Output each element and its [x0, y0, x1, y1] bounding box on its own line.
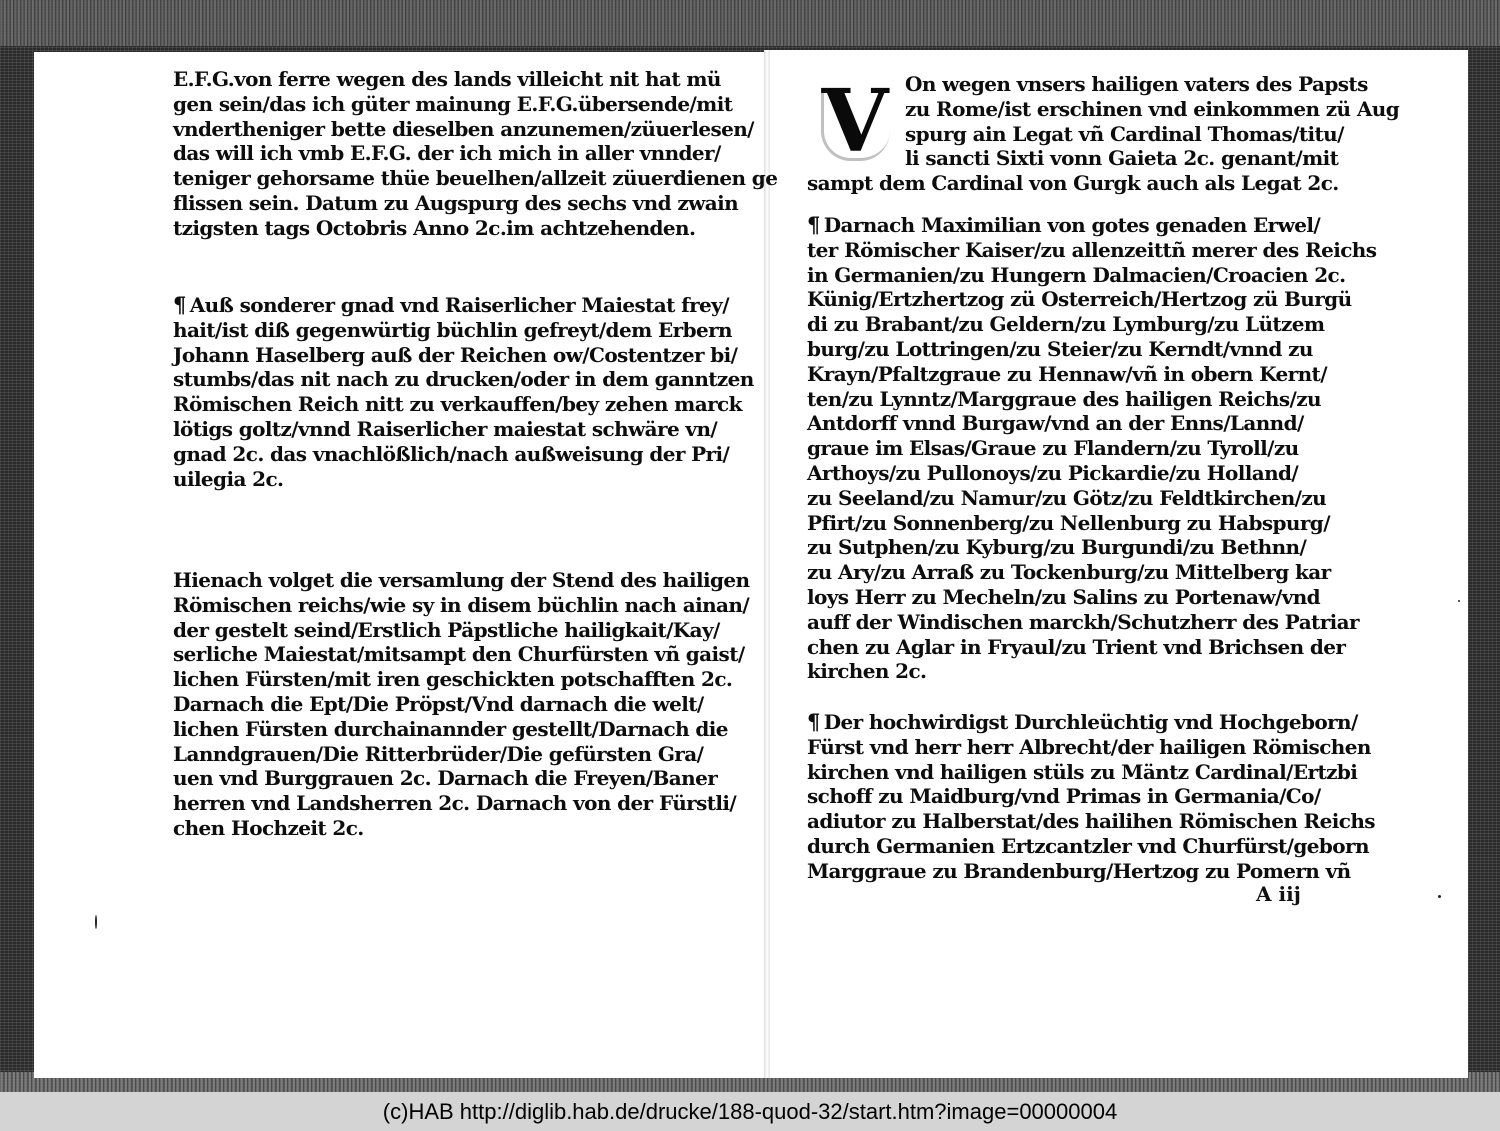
text-line: sampt dem Cardinal von Gurgk auch als Legat 2c. [807, 171, 1339, 195]
text-line: di zu Brabant/zu Geldern/zu Lymburg/zu Lützem [807, 312, 1325, 337]
text-line-content: Auß sonderer gnad vnd Raiserlicher Maiestat frey/ [189, 293, 729, 317]
text-line: On wegen vnsers hailigen vaters des Papsts [905, 72, 1368, 96]
text-line [807, 710, 1375, 735]
text-line-content: Darnach Maximilian von gotes genaden Erwel/ [823, 213, 1321, 237]
text-line: auff der Windischen marckh/Schutzherr des Patriar [807, 609, 1359, 634]
text-line: teniger gehorsame thüe beuelhen/allzeit züuerdienen ge [173, 166, 778, 191]
scan-speck [1458, 600, 1460, 602]
text-line: Fürst vnd herr herr Albrecht/der hailigen Römischen [807, 734, 1371, 759]
text-line: adiutor zu Halberstat/des hailihen Römischen Reichs [807, 809, 1375, 834]
text-line: serliche Maiestat/mitsampt den Churfürsten vñ gaist/ [173, 642, 745, 667]
caption-bar [0, 1092, 1500, 1131]
right-paragraph-maximilian [807, 213, 1376, 684]
text-line: Künig/Ertzhertzog zü Osterreich/Hertzog zü Burgü [807, 287, 1352, 312]
text-line: Pfirt/zu Sonnenberg/zu Nellenburg zu Habspurg/ [807, 510, 1330, 535]
text-line: zu Sutphen/zu Kyburg/zu Burgundi/zu Bethnn/ [807, 535, 1307, 560]
scan-speck [1438, 895, 1441, 898]
text-line: spurg ain Legat vñ Cardinal Thomas/titu/ [905, 121, 1344, 146]
text-line: in Germanien/zu Hungern Dalmacien/Croacien 2c. [807, 262, 1346, 287]
text-line: lichen Fürsten durchainannder gestellt/Darnach die [173, 716, 728, 741]
text-line: Arthoys/zu Pullonoys/zu Pickardie/zu Holland/ [807, 460, 1299, 485]
text-line: gen sein/das ich güter mainung E.F.G.übersende/mit [173, 91, 733, 116]
scan-speck [95, 915, 97, 929]
text-line: chen zu Aglar in Fryaul/zu Trient vnd Brichsen der [807, 634, 1346, 659]
text-line: Marggraue zu Brandenburg/Hertzog zu Pomern vñ [807, 858, 1351, 883]
pilcrow-icon: ¶ [173, 292, 186, 317]
right-paragraph-legate-end [807, 171, 1339, 196]
right-paragraph-albrecht [807, 710, 1375, 884]
text-line: uilegia 2c. [173, 466, 284, 491]
text-line: lötigs goltz/vnnd Raiserlicher maiestat schwäre vn/ [173, 416, 718, 441]
text-line: ter Römischer Kaiser/zu allenzeittñ merer des Reichs [807, 237, 1377, 262]
text-line: zu Seeland/zu Namur/zu Götz/zu Feldtkirchen/zu [807, 485, 1327, 510]
text-line: schoff zu Maidburg/vnd Primas in Germania/Co/ [807, 784, 1321, 809]
text-line: loys Herr zu Mecheln/zu Salins zu Portenaw/vnd [807, 584, 1321, 609]
right-paragraph-legate [905, 72, 1399, 171]
text-line: Römischen Reich nitt zu verkauffen/bey zehen marck [173, 392, 742, 417]
text-line: Römischen reichs/wie sy in disem büchlin nach ainan/ [173, 592, 750, 617]
left-paragraph-order [173, 568, 749, 841]
text-line: zu Rome/ist erschinen vnd einkommen zü Aug [905, 96, 1400, 121]
text-line: burg/zu Lottringen/zu Steier/zu Kerndt/vnnd zu [807, 336, 1313, 361]
scan-top-edge [0, 0, 1500, 46]
text-line: lichen Fürsten/mit iren geschickten potschafften 2c. [173, 667, 733, 692]
text-line: gnad 2c. das vnachlößlich/nach außweisung der Pri/ [173, 441, 730, 466]
text-line: flissen sein. Datum zu Augspurg des sechs vnd zwain [173, 190, 739, 215]
copyright-caption: (c)HAB http://diglib.hab.de/drucke/188-quod-32/start.htm?image=00000004 [382, 1098, 1118, 1124]
text-line: Lanndgrauen/Die Ritterbrüder/Die gefürsten Gra/ [173, 741, 704, 766]
text-line: li sancti Sixti vonn Gaieta 2c. genant/mit [905, 146, 1339, 171]
text-line: ten/zu Lynntz/Marggraue des hailigen Reichs/zu [807, 386, 1321, 411]
text-line: kirchen vnd hailigen stüls zu Mäntz Cardinal/Ertzbi [807, 759, 1358, 784]
text-line: Johann Haselberg auß der Reichen ow/Costentzer bi/ [173, 342, 738, 367]
text-line: graue im Elsas/Graue zu Flandern/zu Tyroll/zu [807, 436, 1299, 461]
text-line: der gestelt seind/Erstlich Päpstliche hailigkait/Kay/ [173, 617, 720, 642]
text-line-content: Der hochwirdigst Durchleüchtig vnd Hochgeborn/ [823, 710, 1358, 734]
text-line: chen Hochzeit 2c. [173, 815, 364, 840]
text-line: stumbs/das nit nach zu drucken/oder in dem ganntzen [173, 367, 754, 392]
decorated-initial: V [815, 80, 895, 164]
text-line: zu Ary/zu Arraß zu Tockenburg/zu Mittelberg kar [807, 560, 1331, 585]
text-line: uen vnd Burggrauen 2c. Darnach die Freyen/Baner [173, 766, 718, 791]
text-line: Darnach die Ept/Die Pröpst/Vnd darnach die welt/ [173, 691, 704, 716]
text-line: das will ich vmb E.F.G. der ich mich in aller vnnder/ [173, 141, 721, 166]
left-paragraph-dedication [173, 67, 777, 241]
signature-mark: A iij [1256, 882, 1301, 906]
text-line: Hienach volget die versamlung der Stend des hailigen [173, 568, 750, 592]
text-line: tzigsten tags Octobris Anno 2c.im achtzehenden. [173, 215, 696, 240]
text-line: durch Germanien Ertzcantzler vnd Churfürst/geborn [807, 833, 1369, 858]
left-paragraph-privilege [173, 293, 754, 491]
text-line: Antdorff vnnd Burgaw/vnd an der Enns/Lannd/ [807, 411, 1304, 436]
text-line: hait/ist diß gegenwürtig büchlin gefreyt/dem Erbern [173, 317, 732, 342]
text-line [173, 293, 754, 318]
text-line [807, 213, 1376, 238]
text-line: vndertheniger bette dieselben anzunemen/züuerlesen/ [173, 116, 754, 141]
pilcrow-icon: ¶ [807, 709, 820, 734]
text-line: Krayn/Pfaltzgraue zu Hennaw/vñ in obern Kernt/ [807, 361, 1327, 386]
pilcrow-icon: ¶ [807, 212, 820, 237]
text-line: E.F.G.von ferre wegen des lands villeicht nit hat mü [173, 67, 721, 91]
text-line: herren vnd Landsherren 2c. Darnach von der Fürstli/ [173, 791, 737, 816]
text-line: kirchen 2c. [807, 659, 927, 684]
